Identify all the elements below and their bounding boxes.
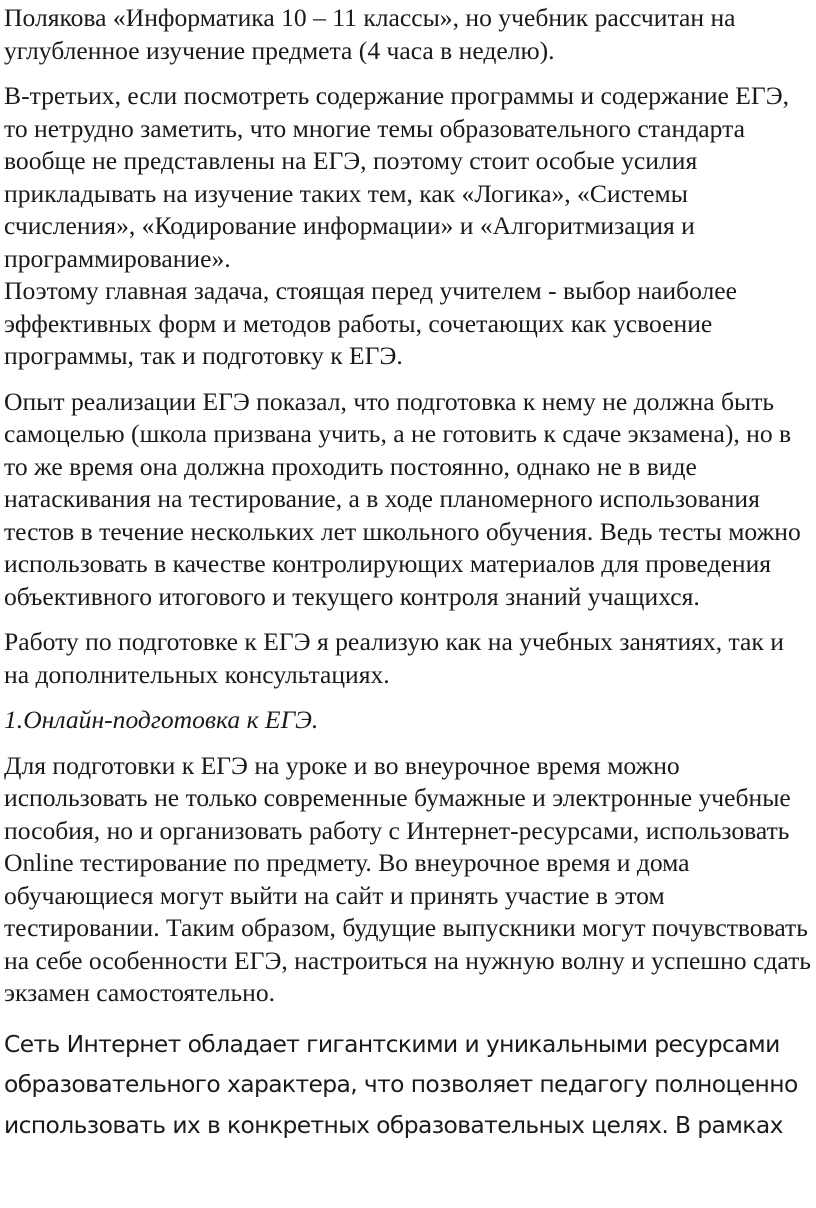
paragraph-exam-experience: Опыт реализации ЕГЭ показал, что подготовка к нему не должна быть самоцелью (школа призвана учить, а не готовить к сдаче экзамена), но в то же время она должна проходить постоянно, однако не в виде натаскивания на тестирование, а в ходе планомерного использования тестов в течение нескольких лет школьного обучения. Ведь тесты можно использовать в качестве контролирующих материалов для проведения объективного итогового и текущего контроля знаний учащихся. [4,386,801,611]
section-heading-online-prep: 1.Онлайн-подготовка к ЕГЭ. [4,705,319,734]
paragraph-exam-topics: В-третьих, если посмотреть содержание программы и содержание ЕГЭ, то нетрудно заметить, что многие темы образовательного стандарта вообще не представлены на ЕГЭ, поэтому стоит особые усилия прикладывать на изучение таких тем, как «Логика», «Системы счисления», «Кодирование информации» и «Алгоритмизация и программирование». [4,81,790,273]
paragraph-preparation-work: Работу по подготовке к ЕГЭ я реализую как на учебных занятиях, так и на дополнительных консультациях. [4,627,784,689]
paragraph-online-testing: Для подготовки к ЕГЭ на уроке и во внеурочное время можно использовать не только современные бумажные и электронные учебные пособия, но и организовать работу с Интернет-ресурсами, использовать Online тестирование по предмету. Во внеурочное время и дома обучающиеся могут выйти на сайт и принять участие в этом тестировании. Таким образом, будущие выпускники могут почувствовать на себе особенности ЕГЭ, настроиться на нужную волну и успешно сдать экзамен самостоятельно. [4,750,811,1007]
paragraph-internet-resources: Сеть Интернет обладает гигантскими и уникальными ресурсами образовательного характера, что позволяет педагогу полноценно использовать их в конкретных образовательных целях. В рамках [4,1029,798,1139]
paragraph-textbook-note: Полякова «Информатика 10 – 11 классы», но учебник рассчитан на углубленное изучение предмета (4 часа в неделю). [4,3,736,65]
paragraph-main-task: Поэтому главная задача, стоящая перед учителем - выбор наиболее эффективных форм и методов работы, сочетающих как усвоение программы, так и подготовку к ЕГЭ. [4,276,738,370]
